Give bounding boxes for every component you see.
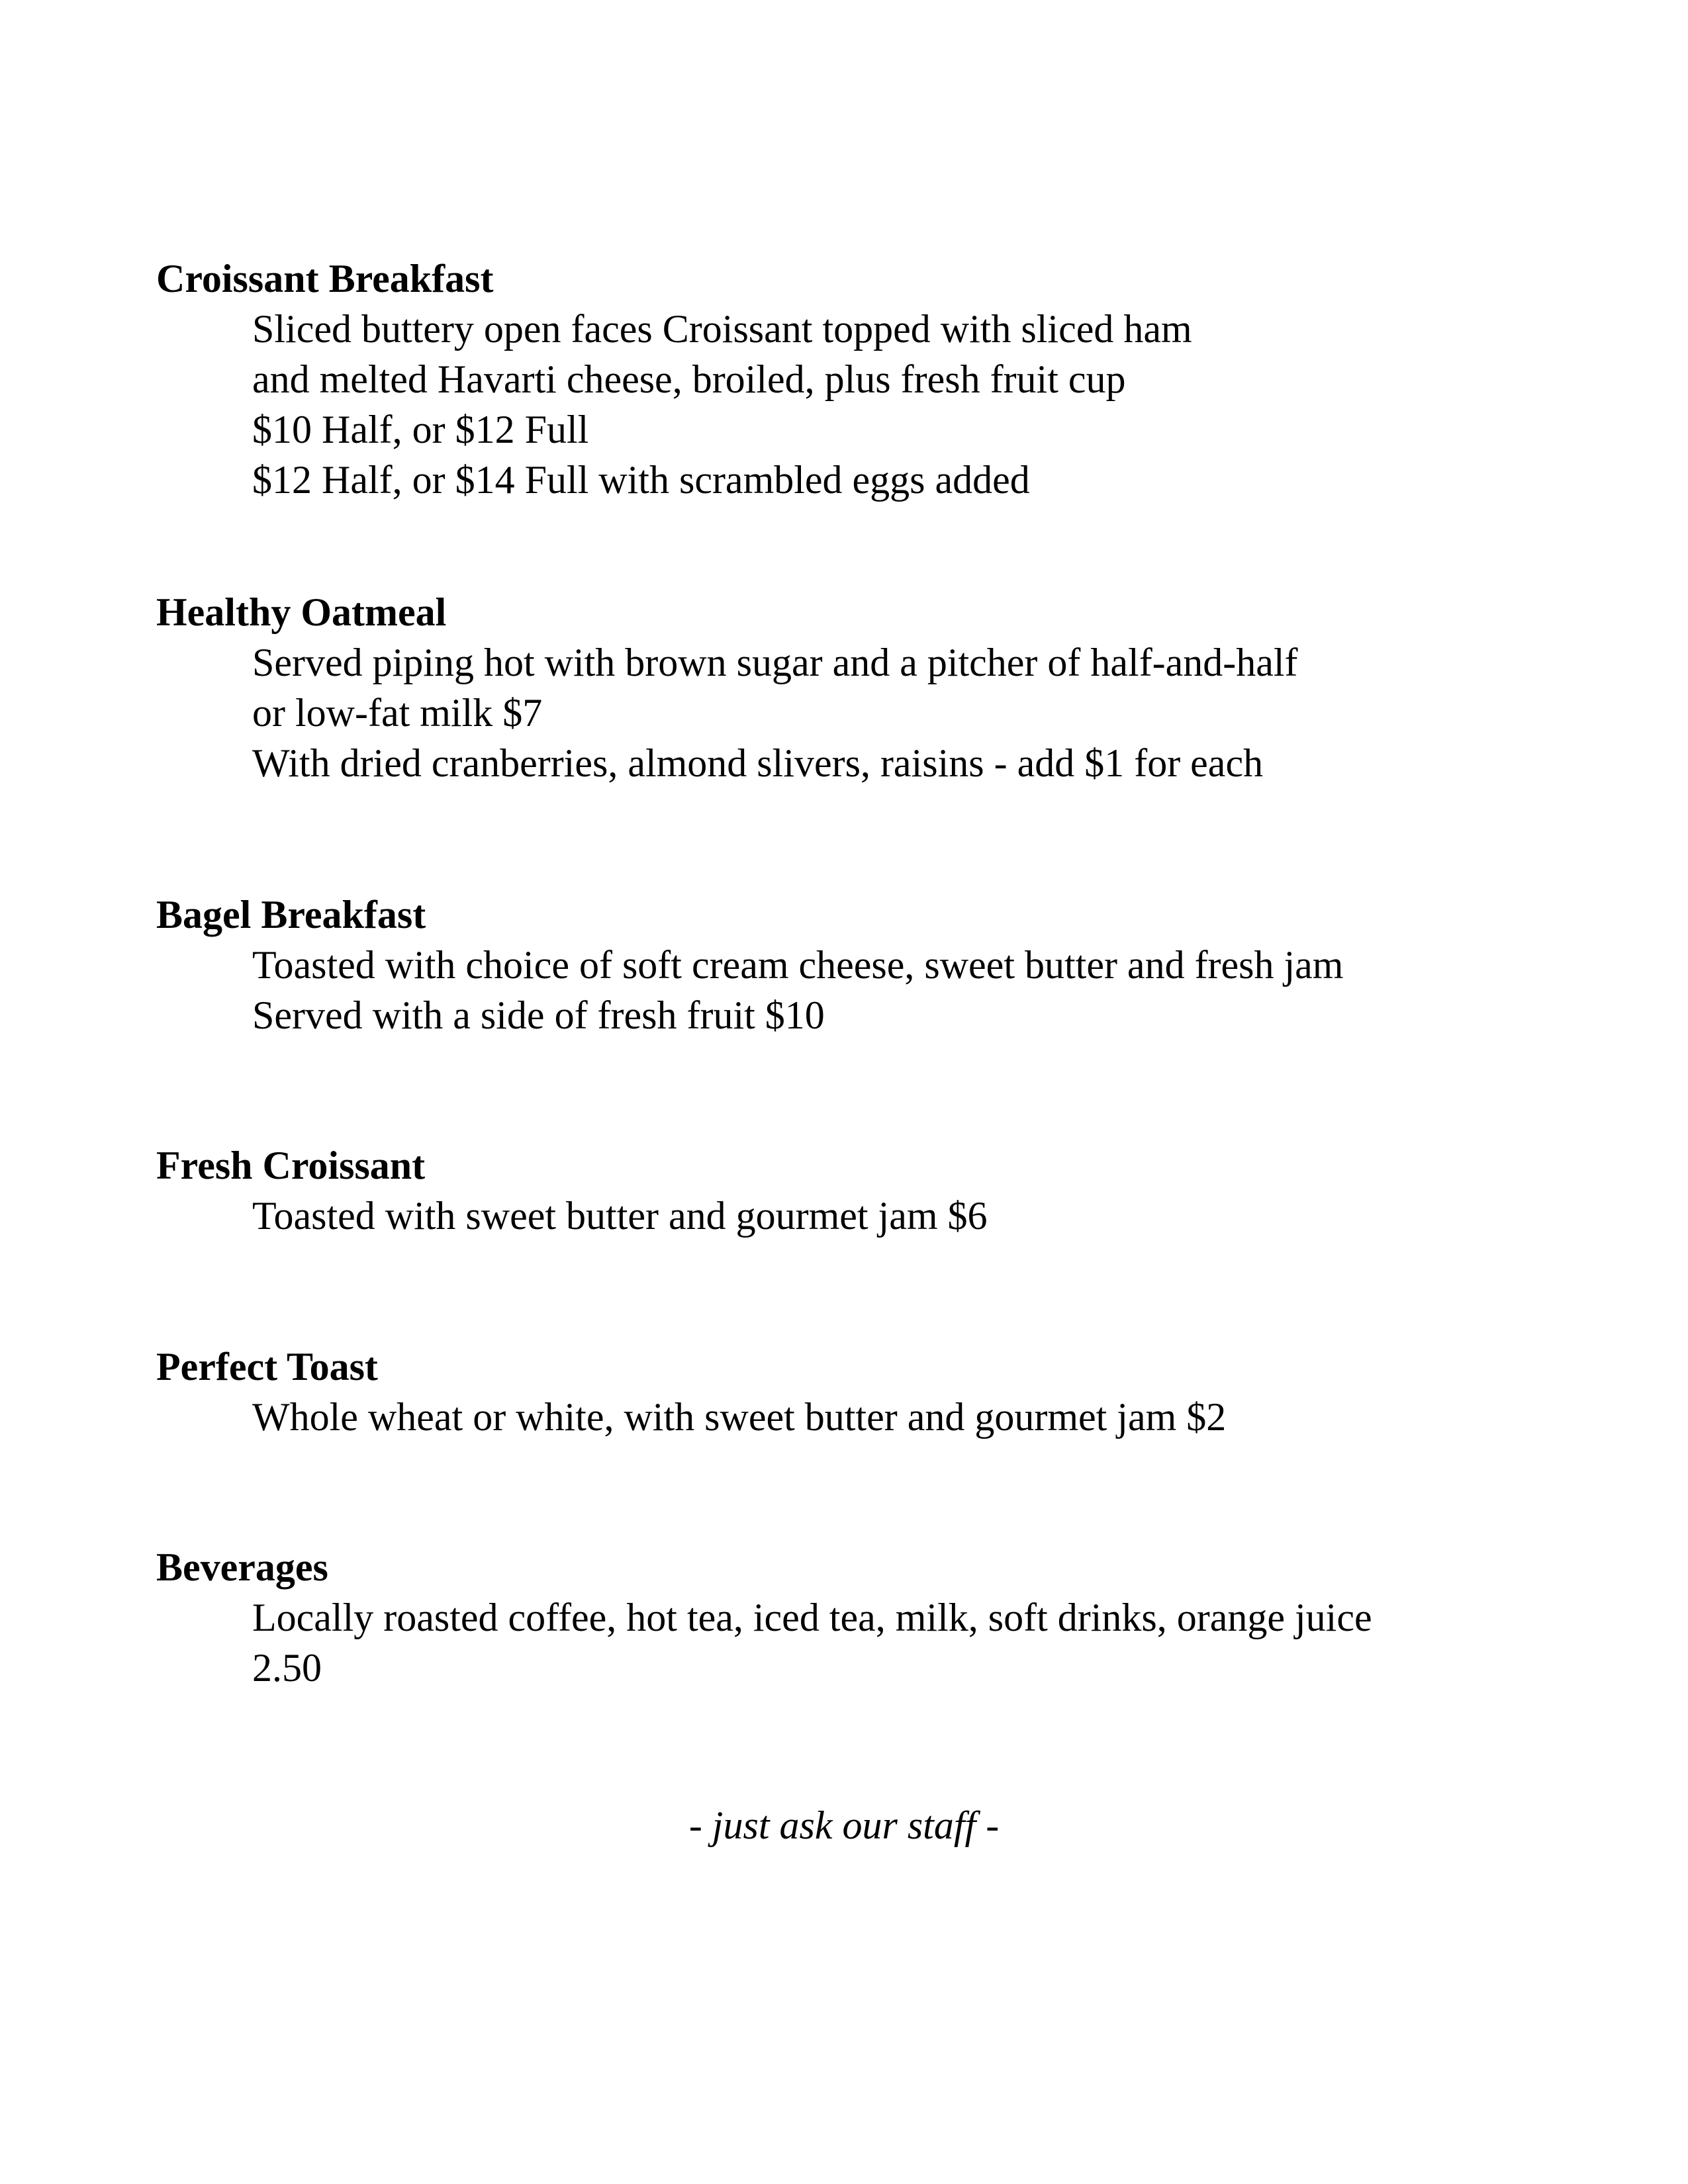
menu-item-bagel-breakfast	[156, 889, 1579, 1040]
item-price-line: $12 Half, or $14 Full with scrambled eggs added	[252, 458, 1030, 502]
item-description-line: and melted Havarti cheese, broiled, plus fresh fruit cup	[252, 357, 1126, 401]
footer-dash-left: -	[688, 1803, 712, 1847]
item-description-line: Served with a side of fresh fruit $10	[252, 993, 825, 1037]
item-description-line: Locally roasted coffee, hot tea, iced tea, milk, soft drinks, orange juice	[252, 1596, 1372, 1639]
item-description-line: Toasted with choice of soft cream cheese, sweet butter and fresh jam	[252, 943, 1344, 987]
item-description-line: Served piping hot with brown sugar and a pitcher of half-and-half	[252, 641, 1298, 684]
item-description-line: or low-fat milk $7	[252, 691, 543, 735]
item-title: Croissant Breakfast	[156, 257, 494, 300]
item-description-line: Whole wheat or white, with sweet butter and gourmet jam $2	[252, 1395, 1227, 1439]
item-title: Perfect Toast	[156, 1345, 378, 1388]
footer-note	[0, 1800, 1688, 1850]
footer-text: just ask our staff	[712, 1803, 976, 1847]
item-description-line: Sliced buttery open faces Croissant topped with sliced ham	[252, 307, 1192, 351]
item-title: Fresh Croissant	[156, 1144, 426, 1187]
item-title: Bagel Breakfast	[156, 893, 426, 936]
item-price-line: $10 Half, or $12 Full	[252, 408, 589, 451]
menu-item-croissant-breakfast	[156, 253, 1579, 505]
footer-dash-right: -	[976, 1803, 1000, 1847]
item-description-line: Toasted with sweet butter and gourmet jam $6	[252, 1194, 988, 1238]
menu-item-healthy-oatmeal	[156, 587, 1579, 788]
item-price-line: 2.50	[252, 1646, 322, 1690]
item-title: Healthy Oatmeal	[156, 590, 447, 634]
item-price-line: With dried cranberries, almond slivers, raisins - add $1 for each	[252, 741, 1264, 785]
menu-item-beverages	[156, 1542, 1579, 1693]
menu-item-perfect-toast	[156, 1342, 1579, 1442]
item-title: Beverages	[156, 1545, 328, 1589]
menu-item-fresh-croissant	[156, 1140, 1579, 1241]
